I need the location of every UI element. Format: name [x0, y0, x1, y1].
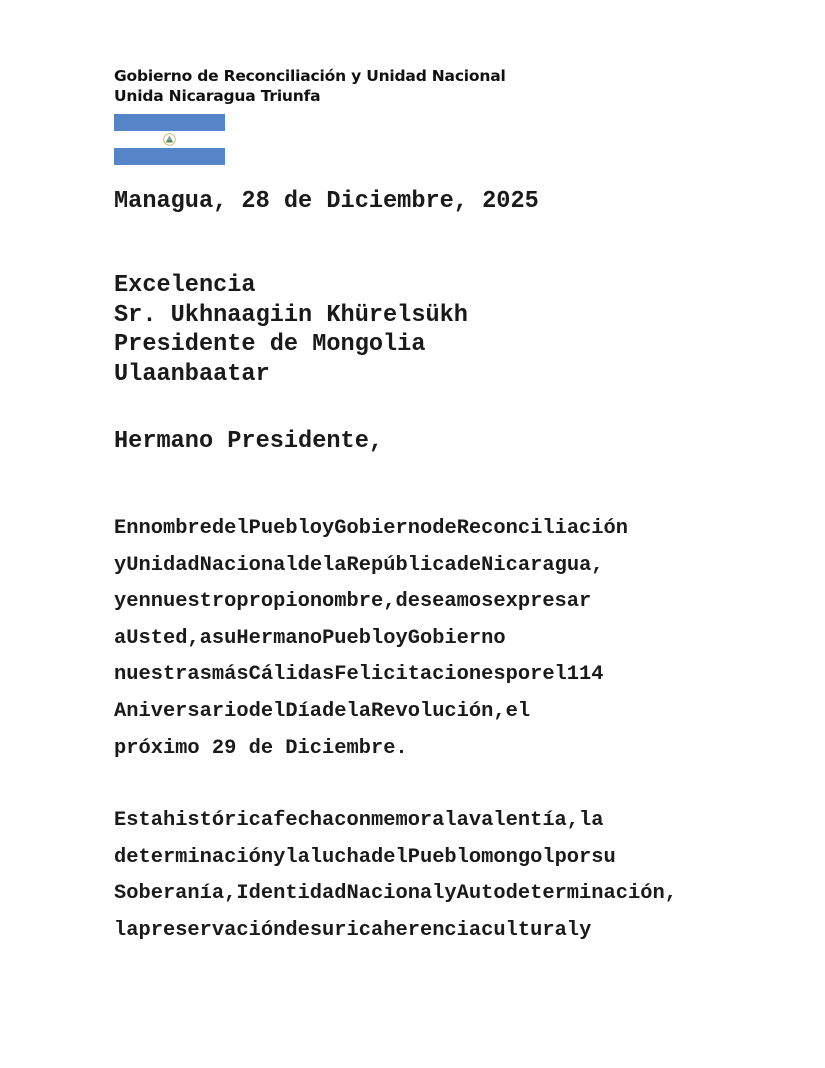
- word: de: [456, 553, 482, 577]
- recipient-block: [114, 271, 468, 389]
- word: Usted,: [126, 626, 200, 650]
- word: 114: [566, 663, 604, 687]
- word: por: [505, 663, 543, 687]
- paragraph-2: [114, 803, 713, 949]
- word: Aniversario: [114, 699, 249, 723]
- word: y: [114, 590, 127, 614]
- word: histórica: [162, 809, 274, 832]
- word: y: [444, 882, 457, 906]
- word: y: [579, 918, 592, 942]
- letterhead-title: Gobierno de Reconciliación y Unidad Nacional: [114, 67, 506, 85]
- flag-top-stripe: [114, 114, 225, 131]
- word: mongol: [481, 845, 555, 869]
- paragraph-line: [114, 621, 713, 658]
- word: herencia: [383, 918, 482, 942]
- word: Pueblo: [322, 626, 396, 650]
- word: del: [211, 517, 249, 540]
- word: y: [114, 553, 127, 577]
- word: del: [371, 845, 408, 869]
- paragraph-line: [114, 511, 713, 548]
- paragraph-line: [114, 548, 713, 585]
- word: preservación: [138, 918, 286, 942]
- recipient-city: Ulaanbaatar: [114, 360, 270, 388]
- word: nombre,: [309, 590, 396, 614]
- word: en: [126, 590, 151, 614]
- word: propio: [236, 590, 310, 614]
- paragraph-line: [114, 803, 713, 840]
- word: más: [211, 663, 249, 687]
- word: Identidad: [236, 882, 347, 906]
- recipient-title: Presidente de Mongolia: [114, 331, 426, 358]
- paragraph-line: próximo 29 de Diciembre.: [114, 736, 408, 760]
- word: de: [297, 553, 323, 577]
- word: el: [505, 699, 531, 723]
- word: Esta: [114, 809, 163, 832]
- word: conmemora: [334, 809, 445, 832]
- word: Hermano: [236, 626, 323, 650]
- word: rica: [334, 918, 384, 942]
- paragraph-line: [114, 840, 713, 877]
- recipient-name: Sr. Ukhnaagiin Khürelsükh: [114, 301, 468, 329]
- word: Gobierno: [334, 517, 433, 540]
- word: Nacional: [199, 553, 298, 577]
- word: Reconciliación: [456, 517, 628, 540]
- word: la: [285, 845, 310, 869]
- letterhead-motto: Unida Nicaragua Triunfa: [114, 87, 321, 105]
- word: nombre: [138, 517, 212, 540]
- word: Soberanía,: [114, 882, 237, 906]
- word: nuestro: [150, 590, 237, 614]
- word: fecha: [273, 809, 335, 832]
- nicaragua-flag: [114, 114, 225, 165]
- word: y: [273, 845, 286, 869]
- word: la: [579, 809, 604, 832]
- word: el: [542, 663, 567, 687]
- word: República: [346, 553, 457, 577]
- word: Pueblo: [407, 845, 482, 869]
- coat-of-arms-icon: [163, 133, 176, 146]
- word: de: [432, 517, 457, 540]
- word: a: [114, 626, 127, 650]
- word: Felicitaciones: [334, 663, 506, 687]
- word: Autodeterminación,: [456, 882, 677, 906]
- word: Gobierno: [407, 626, 506, 650]
- flag-middle-stripe: [114, 131, 225, 148]
- paragraph-line: [114, 657, 713, 694]
- paragraph-line: [114, 694, 713, 731]
- word: y: [395, 626, 408, 650]
- paragraph-line: [114, 584, 713, 621]
- word: Nicaragua,: [481, 553, 604, 577]
- word: la: [444, 809, 469, 832]
- flag-bottom-stripe: [114, 148, 225, 165]
- word: Nacional: [346, 882, 445, 906]
- word: Pueblo: [248, 517, 323, 540]
- word: del: [248, 699, 286, 723]
- word: su: [309, 918, 335, 942]
- word: valentía,: [468, 809, 580, 832]
- word: Cálidas: [248, 663, 335, 687]
- word: deseamos: [395, 590, 494, 614]
- salutation: Hermano Presidente,: [114, 428, 384, 455]
- word: su: [591, 845, 616, 869]
- word: cultural: [481, 918, 580, 942]
- paragraph-1: [114, 511, 713, 767]
- recipient-honorific: Excelencia: [114, 272, 256, 299]
- word: y: [322, 517, 335, 540]
- word: lucha: [309, 845, 371, 869]
- word: determinación: [114, 845, 274, 869]
- word: por: [554, 845, 592, 869]
- word: Unidad: [126, 553, 200, 577]
- word: de: [285, 918, 310, 942]
- word: la: [346, 699, 372, 723]
- word: de: [322, 699, 347, 723]
- word: la: [322, 553, 347, 577]
- paragraph-line: [114, 913, 713, 950]
- word: la: [114, 918, 139, 942]
- word: a: [199, 626, 212, 650]
- word: expresar: [493, 590, 592, 614]
- word: En: [114, 517, 139, 540]
- word: Revolución,: [371, 699, 506, 723]
- word: nuestras: [114, 663, 212, 687]
- paragraph-line: [114, 876, 713, 913]
- word: su: [211, 626, 237, 650]
- letter-date: Managua, 28 de Diciembre, 2025: [114, 188, 539, 215]
- word: Día: [285, 699, 323, 723]
